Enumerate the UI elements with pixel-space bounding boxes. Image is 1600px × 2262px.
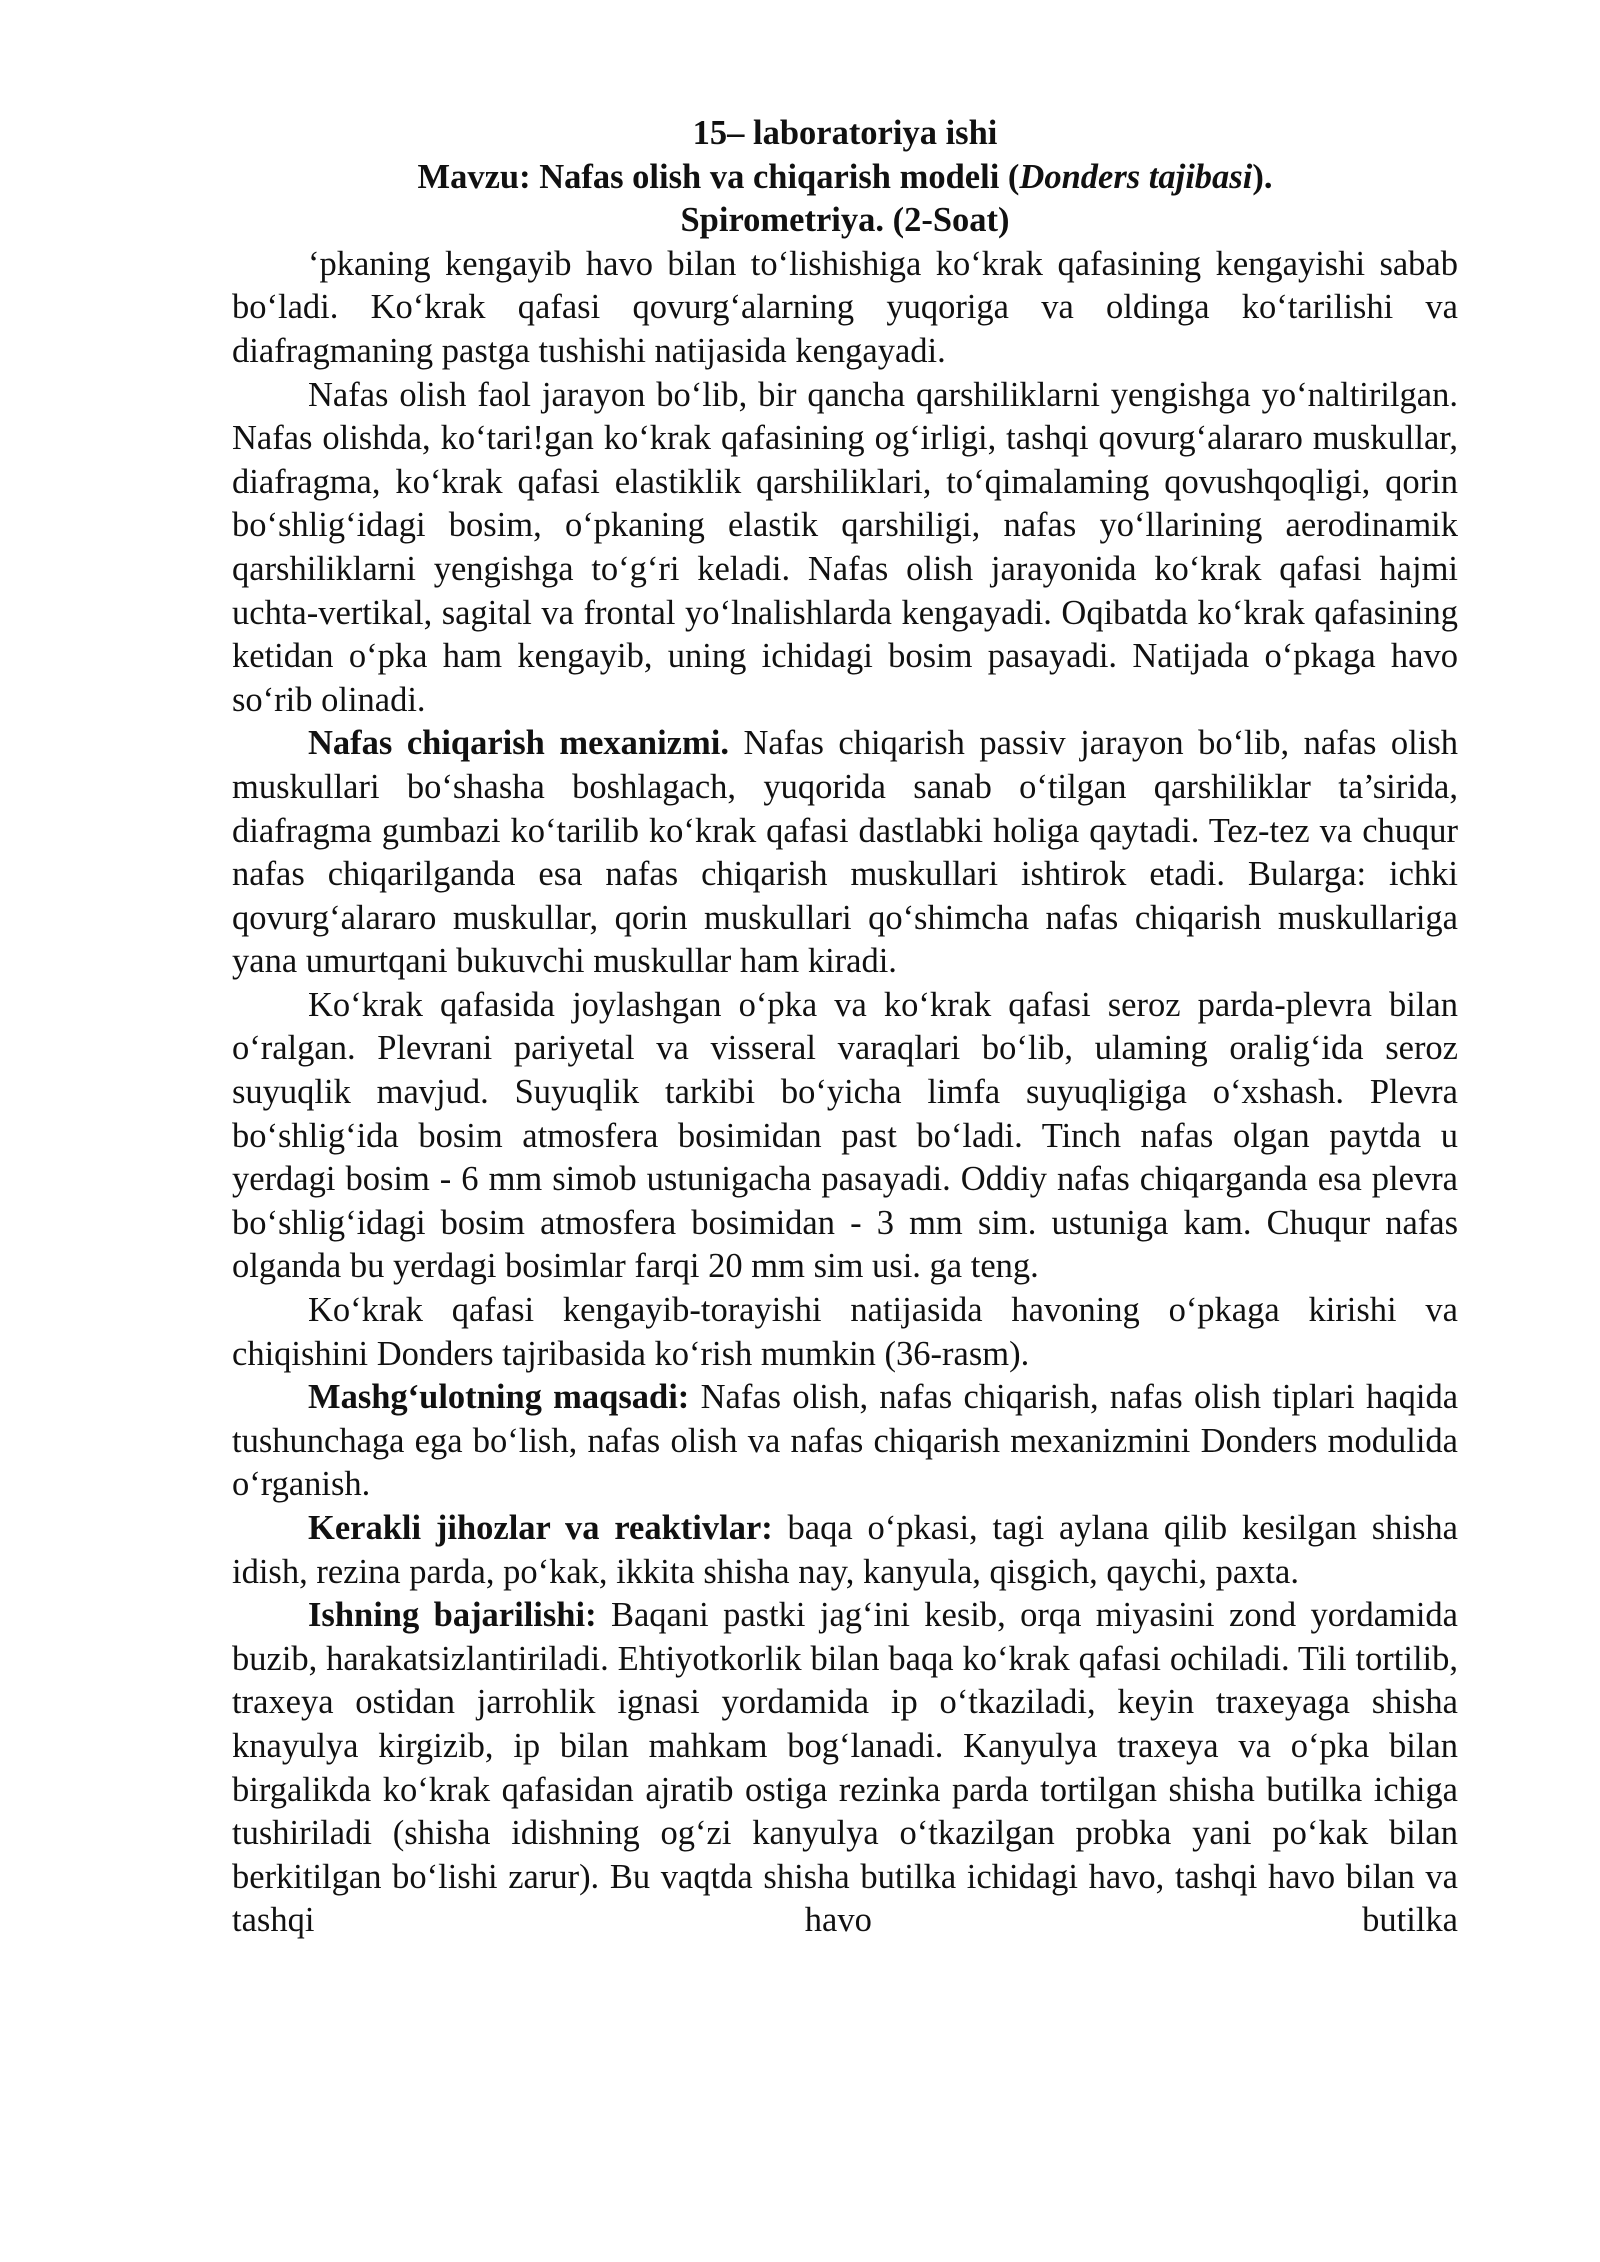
topic-title-prefix: Mavzu: Nafas olish va chiqarish modeli (: [417, 157, 1020, 196]
paragraph-text: Ko‘krak qafasida joylashgan o‘pka va ko‘krak qafasi seroz parda-plevra bilan o‘ralgan. Plevrani pariyetal va visseral varaqlari bo‘lib, ulaming oralig‘ida seroz suyuqlik mavjud. Suyuqlik tarkibi bo‘yicha limfa suyuqligiga o‘xshash. Plevra bo‘shlig‘ida bosim atmosfera bosimidan past bo‘ladi. Tinch nafas olgan paytda u yerdagi bosim - 6 mm simob ustunigacha pasayadi. Oddiy nafas chiqarganda esa plevra bo‘shlig‘idagi bosim atmosfera bosimidan - 3 mm sim. ustuniga kam. Chuqur nafas olganda bu yerdagi bosimlar farqi 20 mm sim usi. ga teng.: [232, 985, 1458, 1286]
paragraph-text: ‘pkaning kengayib havo bilan to‘lishishiga ko‘krak qafasining kengayishi sabab bo‘ladi. Ko‘krak qafasi qovurg‘alarning yuqoriga va oldinga ko‘tarilishi va diafragmaning pastga tushishi natijasida kengayadi.: [232, 244, 1458, 370]
paragraph-inhalation: [232, 374, 1458, 723]
paragraph-text: Nafas chiqarish passiv jarayon bo‘lib, nafas olish muskullari bo‘shasha boshlagach, yuqorida sanab o‘tilgan qarshiliklar ta’sirida, diafragma gumbazi ko‘tarilib ko‘krak qafasi dastlabki holiga qaytadi. Tez-tez va chuqur nafas chiqarilganda esa nafas chiqarish muskullari ishtirok etadi. Bularga: ichki qovurg‘alararo muskullar, qorin muskullari qo‘shimcha nafas chiqarish muskullariga yana umurtqani bukuvchi muskullar ham kiradi.: [232, 724, 1458, 981]
topic-title: [232, 156, 1458, 200]
paragraph-lead: Kerakli jihozlar va reaktivlar:: [308, 1509, 773, 1547]
paragraph-equipment: [232, 1507, 1458, 1594]
paragraph-exhalation-mechanism: [232, 722, 1458, 984]
topic-title-italic: Donders tajibasi: [1019, 157, 1253, 196]
paragraph-lead: Nafas chiqarish mexanizmi.: [308, 724, 729, 763]
paragraph-lung-expansion: [232, 243, 1458, 374]
paragraph-lead: Mashg‘ulotning maqsadi:: [308, 1378, 690, 1417]
paragraph-text: Nafas olish, nafas chiqarish, nafas olish tiplari haqida tushunchaga ega bo‘lish, nafas olish va nafas chiqarish mexanizmini Donders modulida o‘rganish.: [232, 1378, 1459, 1504]
lab-number-title: 15– laboratoriya ishi: [692, 114, 998, 152]
paragraph-text: Baqani pastki jag‘ini kesib, orqa miyasini zond yordamida buzib, harakatsizlantiriladi. Ehtiyotkorlik bilan baqa ko‘krak qafasi ochiladi. Tili tortilib, traxeya ostidan jarrohlik ignasi yordamida ip o‘tkaziladi, keyin traxeyaga shisha knayulya kirgizib, ip bilan mahkam bog‘lanadi. Kanyulya traxeya va o‘pka bilan birgalikda ko‘krak qafasidan ajratib ostiga rezinka parda tortilgan shisha butilka ichiga tushiriladi (shisha idishning og‘zi kanyulya o‘tkazilgan probka yani po‘kak bilan berkitilgan bo‘lishi zarur). Bu vaqtda shisha butilka ichidagi havo, tashqi havo bilan va tashqi havo butilka: [232, 1596, 1458, 1940]
paragraph-lead: Ishning bajarilishi:: [308, 1596, 597, 1635]
paragraph-procedure: [232, 1594, 1458, 1943]
document-page: [232, 112, 1458, 1943]
paragraph-donders-reference: [232, 1289, 1458, 1376]
paragraph-text: Ko‘krak qafasi kengayib-torayishi natijasida havoning o‘pkaga kirishi va chiqishini Donders tajribasida ko‘rish mumkin (36-rasm).: [232, 1291, 1458, 1373]
paragraph-text: baqa o‘pkasi, tagi aylana qilib kesilgan shisha idish, rezina parda, po‘kak, ikkita shisha nay, kanyula, qisgich, qaychi, paxta.: [232, 1509, 1458, 1591]
paragraph-goal: [232, 1376, 1458, 1507]
paragraph-pleura: [232, 984, 1458, 1289]
paragraph-text: Nafas olish faol jarayon bo‘lib, bir qancha qarshiliklarni yengishga yo‘naltirilgan. Nafas olishda, ko‘tari!gan ko‘krak qafasining og‘irligi, tashqi qovurg‘alararo muskullar, diafragma, ko‘krak qafasi elastiklik qarshiliklari, to‘qimalaming qovushqoqligi, qorin bo‘shlig‘idagi bosim, o‘pkaning elastik qarshiligi, nafas yo‘llarining aerodinamik qarshiliklarni yengishga to‘g‘ri keladi. Nafas olish jarayonida ko‘krak qafasi hajmi uchta-vertikal, sagital va frontal yo‘lnalishlarda kengayadi. Oqibatda ko‘krak qafasining ketidan o‘pka ham kengayib, uning ichidagi bosim pasayadi. Natijada o‘pkaga havo so‘rib olinadi.: [232, 375, 1458, 719]
topic-subtitle: Spirometriya. (2-Soat): [680, 201, 1010, 240]
topic-title-suffix: ).: [1252, 157, 1273, 196]
